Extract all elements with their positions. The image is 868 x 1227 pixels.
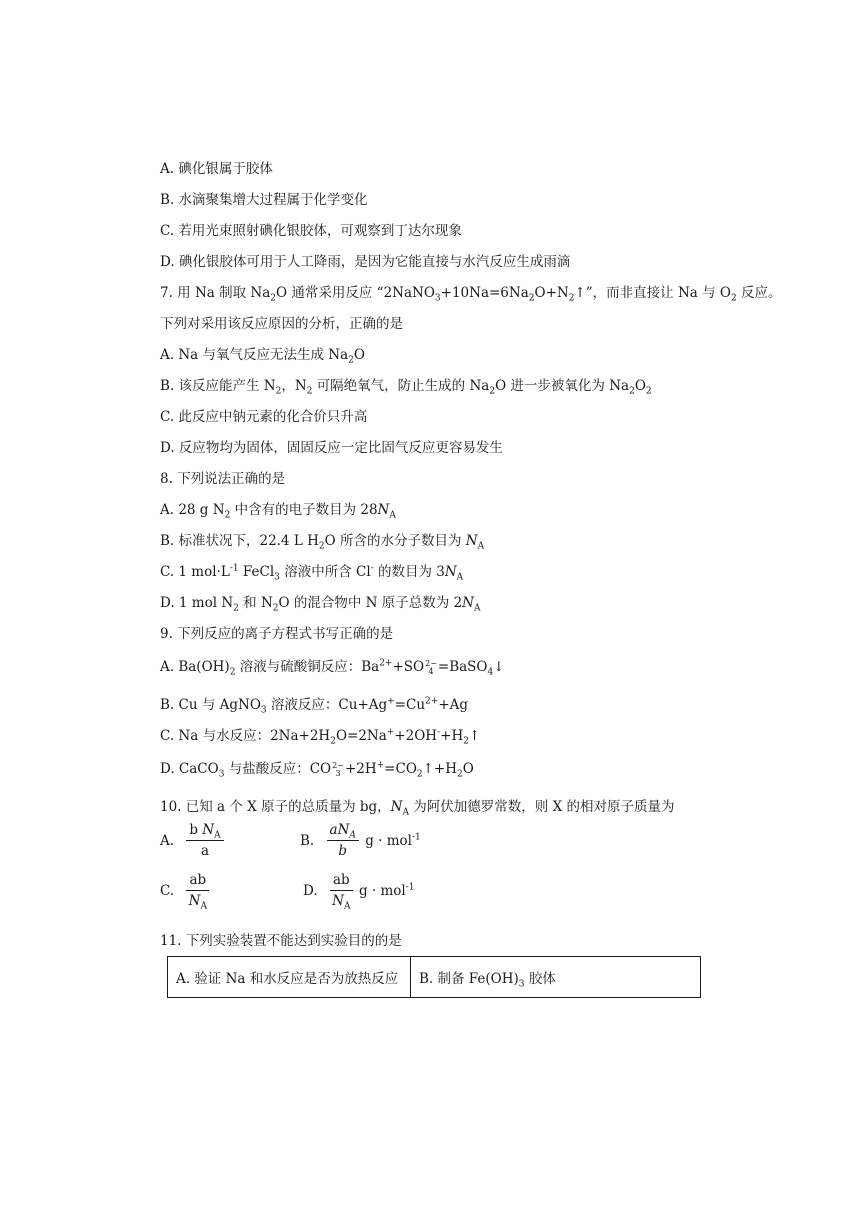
q7-option-b: B. 该反应能产生 $N_2$，$N_2$ 可隔绝氧气，防止生成的 $Na_2O$ 进一步被氧化为 $Na_2O_2$ (160, 378, 652, 397)
q10-option-a: A. $\frac{b N_A}{a}$ (160, 822, 226, 859)
q8-option-b: B. 标准状况下，22.4 L $H_2O$ 所含的水分子数目为 $N_A$ (160, 533, 485, 552)
q6-option-d: D. 碘化银胶体可用于人工降雨，是因为它能直接与水汽反应生成雨滴 (160, 254, 571, 270)
q7-stem-line2: 下列对采用该反应原因的分析，正确的是 (160, 316, 403, 332)
fraction: $\frac{b N_A}{a}$ (186, 822, 223, 859)
q10-option-b: B. $\frac{aN_A}{b}$ g · mol$^{-1}$ (300, 822, 421, 859)
q8-option-d: D. 1 mol $N_2$ 和 $N_2O$ 的混合物中 N 原子总数为 $2N_A$ (160, 595, 481, 614)
q10-option-d: D. $\frac{ab}{N_A}$ g · mol$^{-1}$ (303, 872, 415, 912)
q8-stem: 8. 下列说法正确的是 (160, 471, 286, 487)
q6-option-b: B. 水滴聚集增大过程属于化学变化 (160, 192, 368, 208)
q9-option-b: B. Cu 与 AgNO$_3$ 溶液反应：$Cu+Ag^+=Cu^{2+}+Ag$ (160, 696, 469, 716)
q7-option-c: C. 此反应中钠元素的化合价只升高 (160, 409, 368, 425)
q10-stem: 10. 已知 a 个 X 原子的总质量为 bg，$N_A$ 为阿伏加德罗常数，则 X 的相对原子质量为 (160, 799, 675, 818)
q8-option-a: A. 28 g $N_2$ 中含有的电子数目为 $28N_A$ (160, 502, 396, 521)
fraction: $\frac{aN_A}{b}$ (327, 822, 359, 859)
q10-option-c: C. $\frac{ab}{N_A}$ (160, 872, 211, 909)
fraction: $\frac{ab}{N_A}$ (330, 872, 353, 909)
q9-option-c: C. Na 与水反应：$2Na+2H_2O=2Na^++2OH^-+H_2↑$ (160, 727, 481, 747)
q6-option-a: A. 碘化银属于胶体 (160, 161, 273, 177)
q9-option-d: D. CaCO$_3$ 与盐酸反应：CO 2− 3 $+2H^+=CO_2↑+H_2O$ (160, 760, 474, 780)
q7-option-d: D. 反应物均为固体，固固反应一定比固气反应更容易发生 (160, 440, 503, 456)
q9-stem: 9. 下列反应的离子方程式书写正确的是 (160, 626, 394, 642)
q7-option-a: A. Na 与氧气反应无法生成 $Na_2O$ (160, 347, 365, 366)
q9-option-a: A. $Ba(OH)_2$ 溶液与硫酸铜反应：$Ba^{2+}+SO$ 2− 4 =BaSO$_4$↓ (160, 658, 505, 678)
q11-cell-a: A. 验证 Na 和水反应是否为放热反应 (168, 957, 411, 998)
table-row (168, 957, 701, 998)
q11-cell-b: B. 制备 $Fe(OH)_3$ 胶体 (411, 957, 701, 998)
q6-option-c: C. 若用光束照射碘化银胶体，可观察到丁达尔现象 (160, 223, 462, 239)
q7-stem: 7. 用 Na 制取 $Na_2O$ 通常采用反应 “$2NaNO_3+10Na=6Na_2O+N_2↑$”，而非直接让 Na 与 $O_2$ 反应。 (160, 285, 782, 304)
q11-stem: 11. 下列实验装置不能达到实验目的的是 (160, 933, 402, 949)
q11-options-table (167, 956, 701, 998)
fraction: $\frac{ab}{N_A}$ (186, 872, 209, 909)
q8-option-c: C. 1 $mol\cdot L^{-1}$ FeCl$_3$ 溶液中所含 Cl- 的数目为 $3N_A$ (160, 563, 464, 583)
